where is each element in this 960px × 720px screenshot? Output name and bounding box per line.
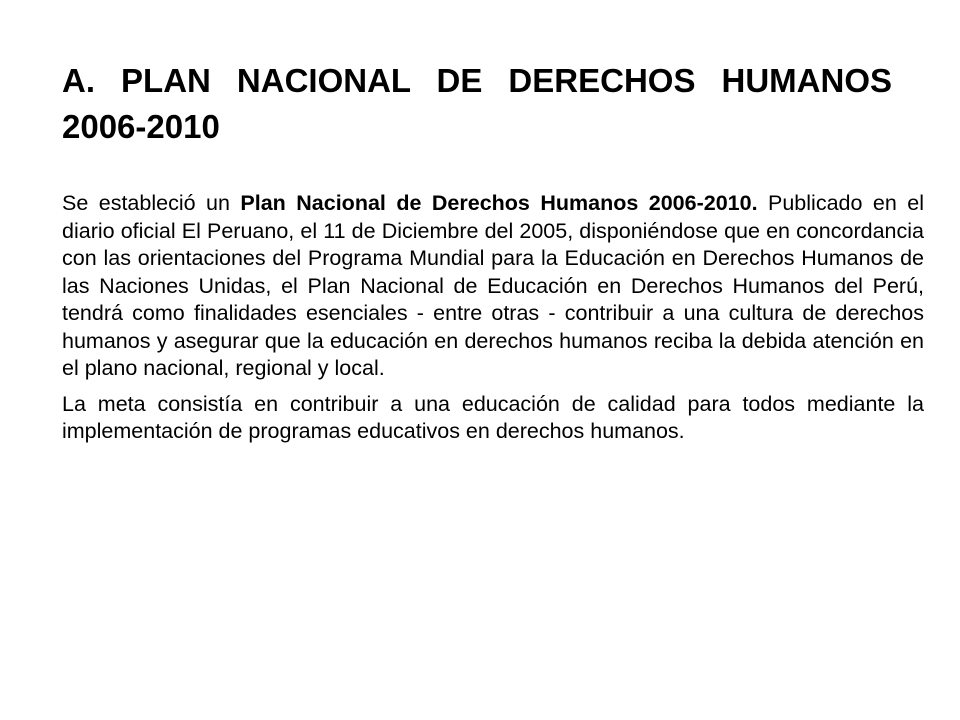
paragraph-1-bold-plan-name: Plan Nacional de Derechos Humanos 2006-2010. — [240, 191, 758, 215]
slide-body — [62, 190, 924, 454]
paragraph-1-rest: Publicado en el diario oficial El Peruano, el 11 de Diciembre del 2005, disponiéndose que en concordancia con las orientaciones del Programa Mundial para la Educación en Derechos Humanos de las Naciones Unidas, el Plan Nacional de Educación en Derechos Humanos del Perú, tendrá como finalidades esenciales - entre otras - contribuir a una cultura de derechos humanos y asegurar que la educación en derechos humanos reciba la debida atención en el plano nacional, regional y local. — [62, 191, 924, 380]
slide-title — [62, 58, 892, 150]
slide-title-line-2: 2006-2010 — [62, 108, 220, 145]
slide-title-line-1: A. PLAN NACIONAL DE DERECHOS HUMANOS — [62, 62, 892, 99]
paragraph-goal: La meta consistía en contribuir a una educación de calidad para todos mediante la implementación de programas educativos en derechos humanos. — [62, 391, 924, 443]
paragraph-plan-description — [62, 190, 924, 383]
paragraph-1-prefix: Se estableció un — [62, 191, 241, 215]
